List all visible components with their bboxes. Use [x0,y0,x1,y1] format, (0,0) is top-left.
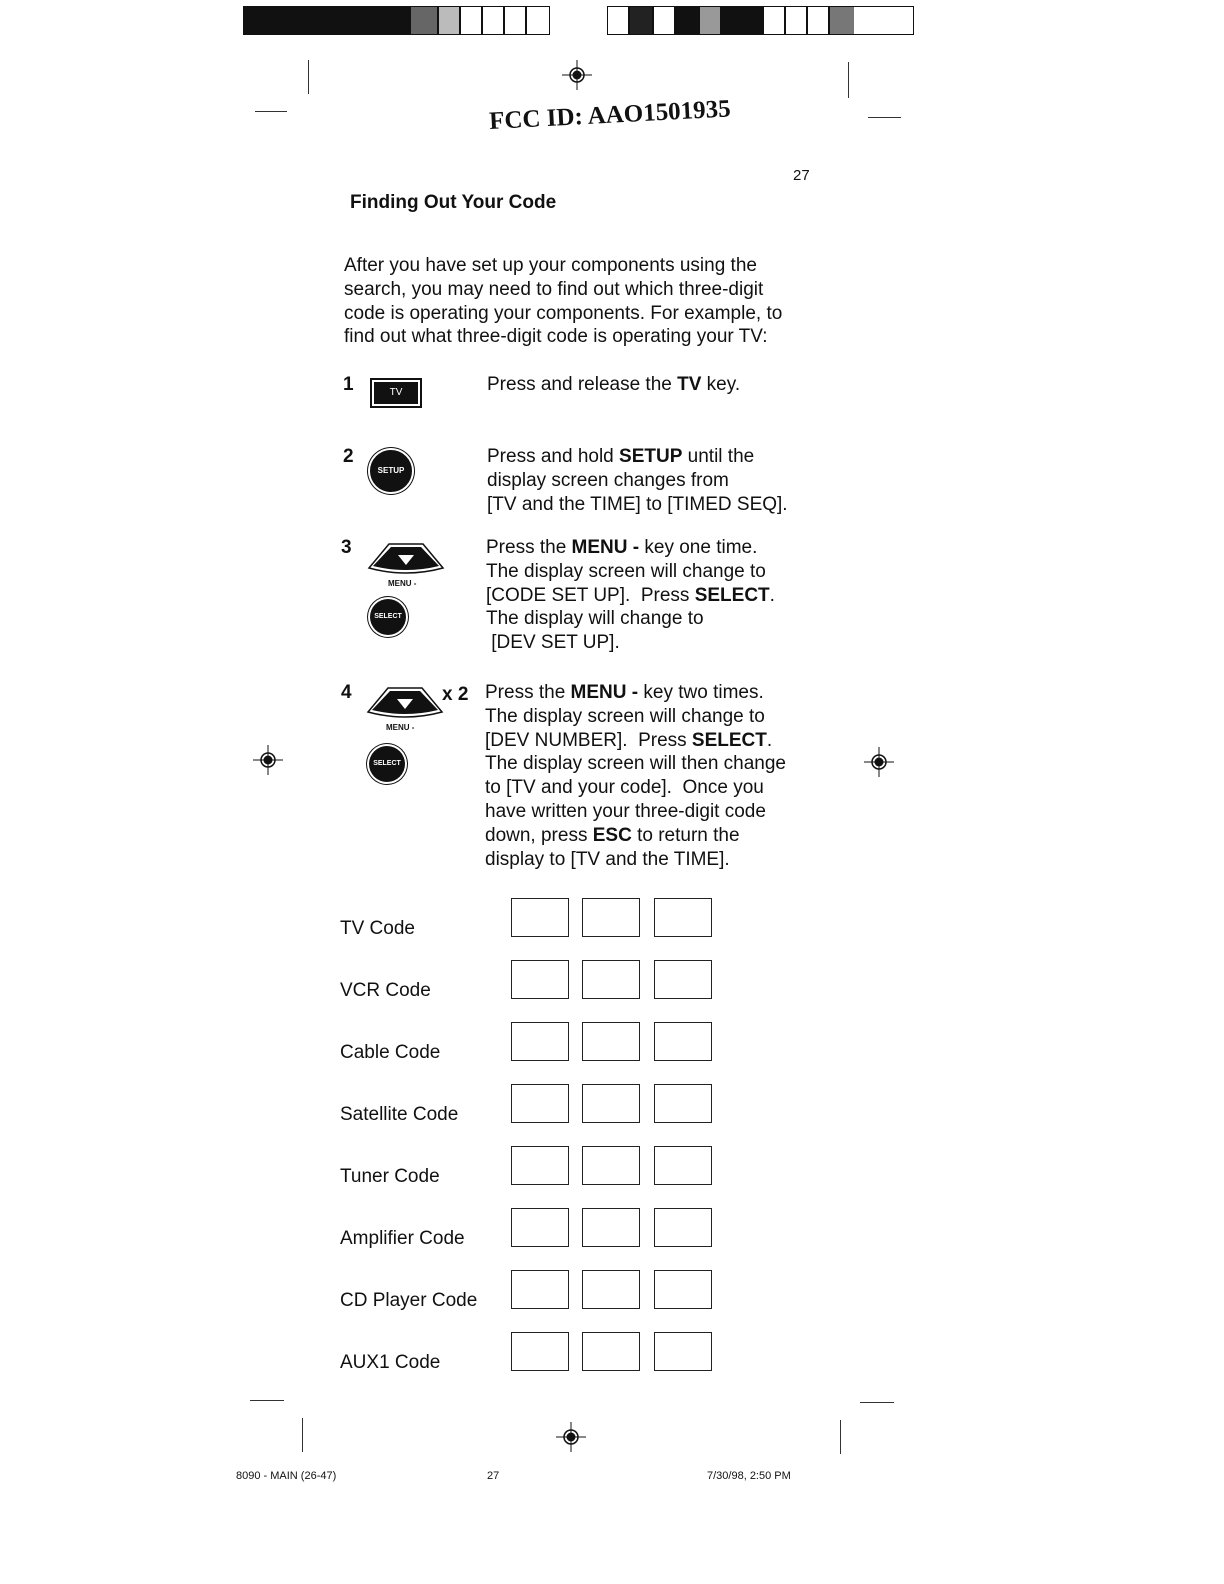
code-digit-box[interactable] [582,1332,640,1371]
code-label: Satellite Code [340,1104,459,1125]
code-digit-box[interactable] [582,898,640,937]
instruction-text: to return the [631,824,740,846]
instruction-text: [DEV NUMBER]. Press [485,729,692,751]
instruction-text: The display screen will change to [485,705,765,727]
instruction-text: The display screen will change to [486,560,766,582]
fcc-id-stamp: FCC ID: AAO1501935 [488,95,732,136]
code-digit-box[interactable] [511,898,569,937]
key-name: ESC [592,824,632,846]
instruction-line [485,824,786,848]
instruction-line [486,560,775,584]
instruction-text: The display screen will then change [485,753,787,775]
crop-mark [255,111,287,112]
code-digit-box[interactable] [654,960,712,999]
instruction-text: key two times. [638,682,764,703]
menu-down-key-icon [366,684,444,720]
code-digit-box[interactable] [582,960,640,999]
section-title: Finding Out Your Code [350,192,557,213]
instruction-text: . [766,729,773,751]
instruction-line [485,729,786,753]
step-number: 2 [343,446,354,467]
key-name: SELECT [694,584,770,606]
registration-mark-icon [253,745,283,775]
instruction-text: until the [682,446,755,467]
code-digit-box[interactable] [654,1332,712,1371]
instruction-line [486,584,775,608]
key-name: SELECT [691,729,767,751]
instruction-line [485,752,786,776]
registration-mark-icon [864,747,894,777]
code-digit-box[interactable] [582,1208,640,1247]
page-number: 27 [793,167,810,184]
select-key-icon: SELECT [370,599,406,635]
code-label: CD Player Code [340,1290,478,1311]
code-digit-box[interactable] [511,1332,569,1371]
crop-mark [868,117,901,118]
menu-key-label: MENU - [388,579,417,588]
instruction-line [485,681,786,705]
code-digit-box[interactable] [511,1208,569,1247]
code-digit-box[interactable] [511,960,569,999]
instruction-text: The display will change to [486,608,704,630]
step-number: 3 [341,537,352,558]
instruction-line [487,445,788,469]
code-digit-box[interactable] [511,1270,569,1309]
instruction-text: [TV and the TIME] to [TIMED SEQ]. [487,493,788,515]
code-label: VCR Code [340,980,431,1001]
crop-mark [250,1400,284,1401]
instruction-text: display screen changes from [487,469,729,491]
code-digit-box[interactable] [511,1022,569,1061]
instruction-line [486,631,775,655]
instruction-text: have written your three-digit code [485,800,766,822]
key-name: MENU - [570,682,639,703]
instruction-line [487,373,740,397]
code-digit-box[interactable] [582,1084,640,1123]
registration-mark-icon [562,60,592,90]
key-name: SETUP [619,446,683,467]
code-digit-box[interactable] [654,1084,712,1123]
select-key-icon: SELECT [369,746,405,782]
instruction-text: . [769,584,775,606]
instruction-text: down, press [485,824,593,846]
instruction-text: key one time. [639,537,758,558]
intro-line: After you have set up your components using the [344,255,757,276]
color-calibration-bar-left [243,6,550,35]
instruction-line [487,493,788,517]
instruction-line [485,848,786,872]
setup-key-icon: SETUP [370,450,412,492]
key-name: MENU - [571,537,640,558]
intro-line: find out what three-digit code is operating your TV: [344,326,768,348]
intro-paragraph [344,254,782,349]
code-label: Tuner Code [340,1166,440,1187]
code-digit-box[interactable] [582,1022,640,1061]
footer-timestamp: 7/30/98, 2:50 PM [707,1470,791,1482]
crop-mark [860,1402,894,1403]
code-label: TV Code [340,918,415,939]
instruction-text: display to [TV and the TIME]. [485,848,730,870]
instruction-text: Press the [485,682,571,703]
step-instructions [485,681,786,871]
instruction-line [486,607,775,631]
code-label: AUX1 Code [340,1352,441,1373]
footer-page: 27 [487,1470,500,1482]
registration-mark-icon [556,1422,586,1452]
instruction-text: [CODE SET UP]. Press [486,584,695,606]
code-digit-box[interactable] [654,898,712,937]
intro-line: code is operating your components. For example, to [344,302,783,324]
crop-mark [302,1418,303,1452]
instruction-line [485,800,786,824]
code-digit-box[interactable] [511,1146,569,1185]
crop-mark [848,62,849,98]
instruction-line [485,705,786,729]
code-label: Amplifier Code [340,1228,465,1249]
menu-key-label: MENU - [386,723,415,732]
footer-file-info: 8090 - MAIN (26-47) [236,1470,337,1482]
intro-line: search, you may need to find out which three-digit [344,278,764,300]
color-calibration-bar-right [607,6,914,35]
instruction-line [485,776,786,800]
step-instructions [487,445,788,516]
instruction-text: key. [701,374,741,395]
instruction-text: [DEV SET UP]. [486,632,620,654]
crop-mark [308,60,309,94]
instruction-line [486,536,775,560]
code-digit-box[interactable] [582,1270,640,1309]
tv-key-icon: TV [370,378,422,408]
instruction-text: to [TV and your code]. Once you [485,777,764,799]
code-label: Cable Code [340,1042,441,1063]
code-digit-box[interactable] [511,1084,569,1123]
key-name: TV [677,374,702,395]
instruction-text: Press the [486,537,572,558]
step-number: 4 [341,682,352,703]
step-instructions [486,536,775,655]
instruction-text: Press and hold [487,446,620,467]
step-number: 1 [343,374,354,395]
menu-down-key-icon [367,540,445,576]
code-digit-box[interactable] [654,1022,712,1061]
code-digit-box[interactable] [654,1146,712,1185]
step-multiplier: x 2 [442,684,469,705]
crop-mark [840,1420,841,1454]
step-instructions [487,373,740,397]
code-digit-box[interactable] [654,1270,712,1309]
code-digit-box[interactable] [654,1208,712,1247]
code-digit-box[interactable] [582,1146,640,1185]
instruction-line [487,469,788,493]
instruction-text: Press and release the [487,374,678,395]
